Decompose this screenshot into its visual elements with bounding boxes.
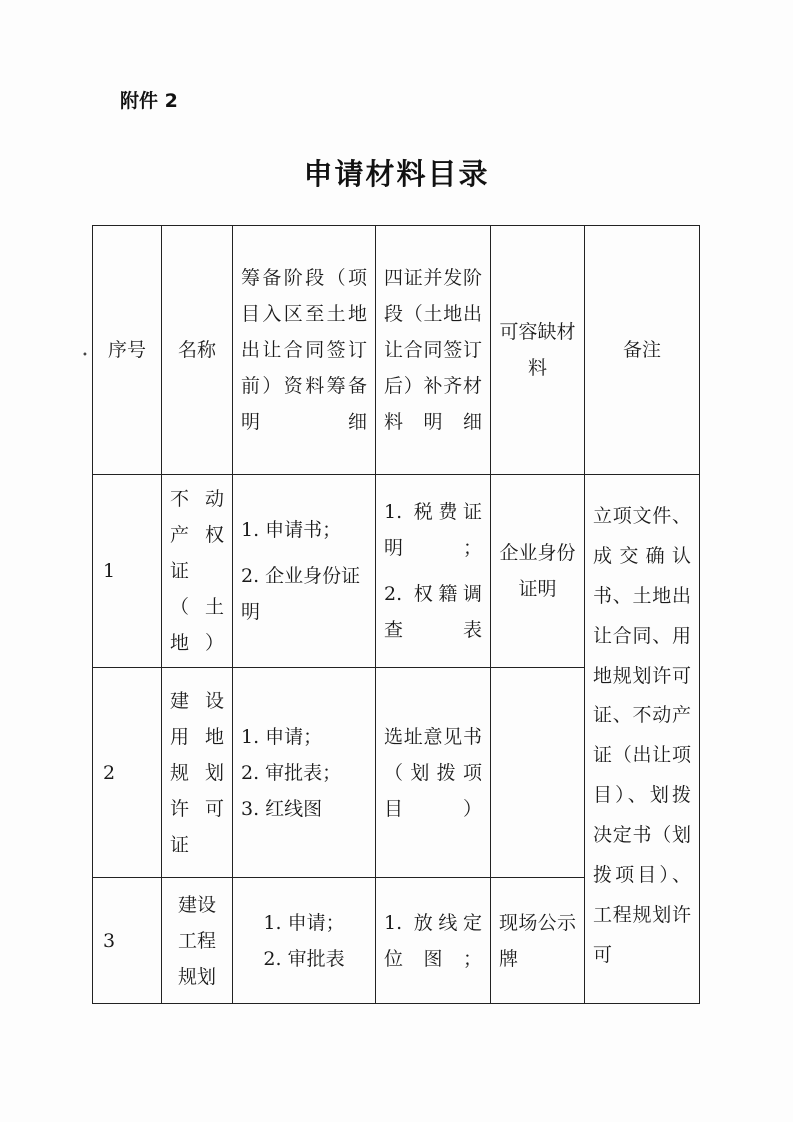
column-header-no: 序号 xyxy=(93,226,162,475)
remark-cell: 立项文件、成交确认书、土地出让合同、用地规划许可证、不动产证（出让项目）、划拨决定书（划拨项目）、工程规划许可 xyxy=(585,475,700,1004)
prep-item: 1. 申请书； xyxy=(241,519,342,542)
prep-item: 2. 审批表； xyxy=(241,761,342,784)
row-name: 建设工程规划 xyxy=(162,878,233,1004)
row-deferrable: 企业身份证明 xyxy=(491,475,585,668)
supplement-item: 选址意见书（划拨项目） xyxy=(384,725,482,821)
column-header-supplement: 四证并发阶段（土地出让合同签订后）补齐材料明细 xyxy=(376,226,491,475)
materials-table xyxy=(92,225,700,1004)
row-number: 1 xyxy=(93,475,162,668)
column-header-deferrable: 可容缺材料 xyxy=(491,226,585,475)
row-deferrable xyxy=(491,668,585,878)
row-name: 建设用地规划许可证 xyxy=(162,668,233,878)
page-title: 申请材料目录 xyxy=(303,157,490,191)
row-prep xyxy=(233,668,376,878)
row-supplement xyxy=(376,475,491,668)
supplement-item: 2. 权籍调查表 xyxy=(384,583,482,642)
table-header-row xyxy=(93,226,700,475)
row-name: 不动产权证（土地） xyxy=(162,475,233,668)
table-row xyxy=(93,475,700,668)
prep-item: 1. 申请； xyxy=(263,911,345,934)
row-prep xyxy=(233,475,376,668)
column-header-prep: 筹备阶段（项目入区至土地出让合同签订前）资料筹备明细 xyxy=(233,226,376,475)
column-header-remark: 备注 xyxy=(585,226,700,475)
prep-item: 2. 审批表 xyxy=(263,947,345,970)
prep-item: 3. 红线图 xyxy=(241,798,323,821)
row-deferrable: 现场公示牌 xyxy=(491,878,585,1004)
margin-mark: • xyxy=(82,350,88,361)
row-supplement xyxy=(376,878,491,1004)
supplement-item: 1. 放线定位图； xyxy=(384,911,482,970)
supplement-item: 1. 税费证明； xyxy=(384,501,482,560)
row-supplement xyxy=(376,668,491,878)
row-prep xyxy=(233,878,376,1004)
attachment-label: 附件 2 xyxy=(120,90,178,112)
column-header-name: 名称 xyxy=(162,226,233,475)
row-number: 3 xyxy=(93,878,162,1004)
prep-item: 2. 企业身份证明 xyxy=(241,565,361,624)
prep-item: 1. 申请； xyxy=(241,725,323,748)
row-number: 2 xyxy=(93,668,162,878)
